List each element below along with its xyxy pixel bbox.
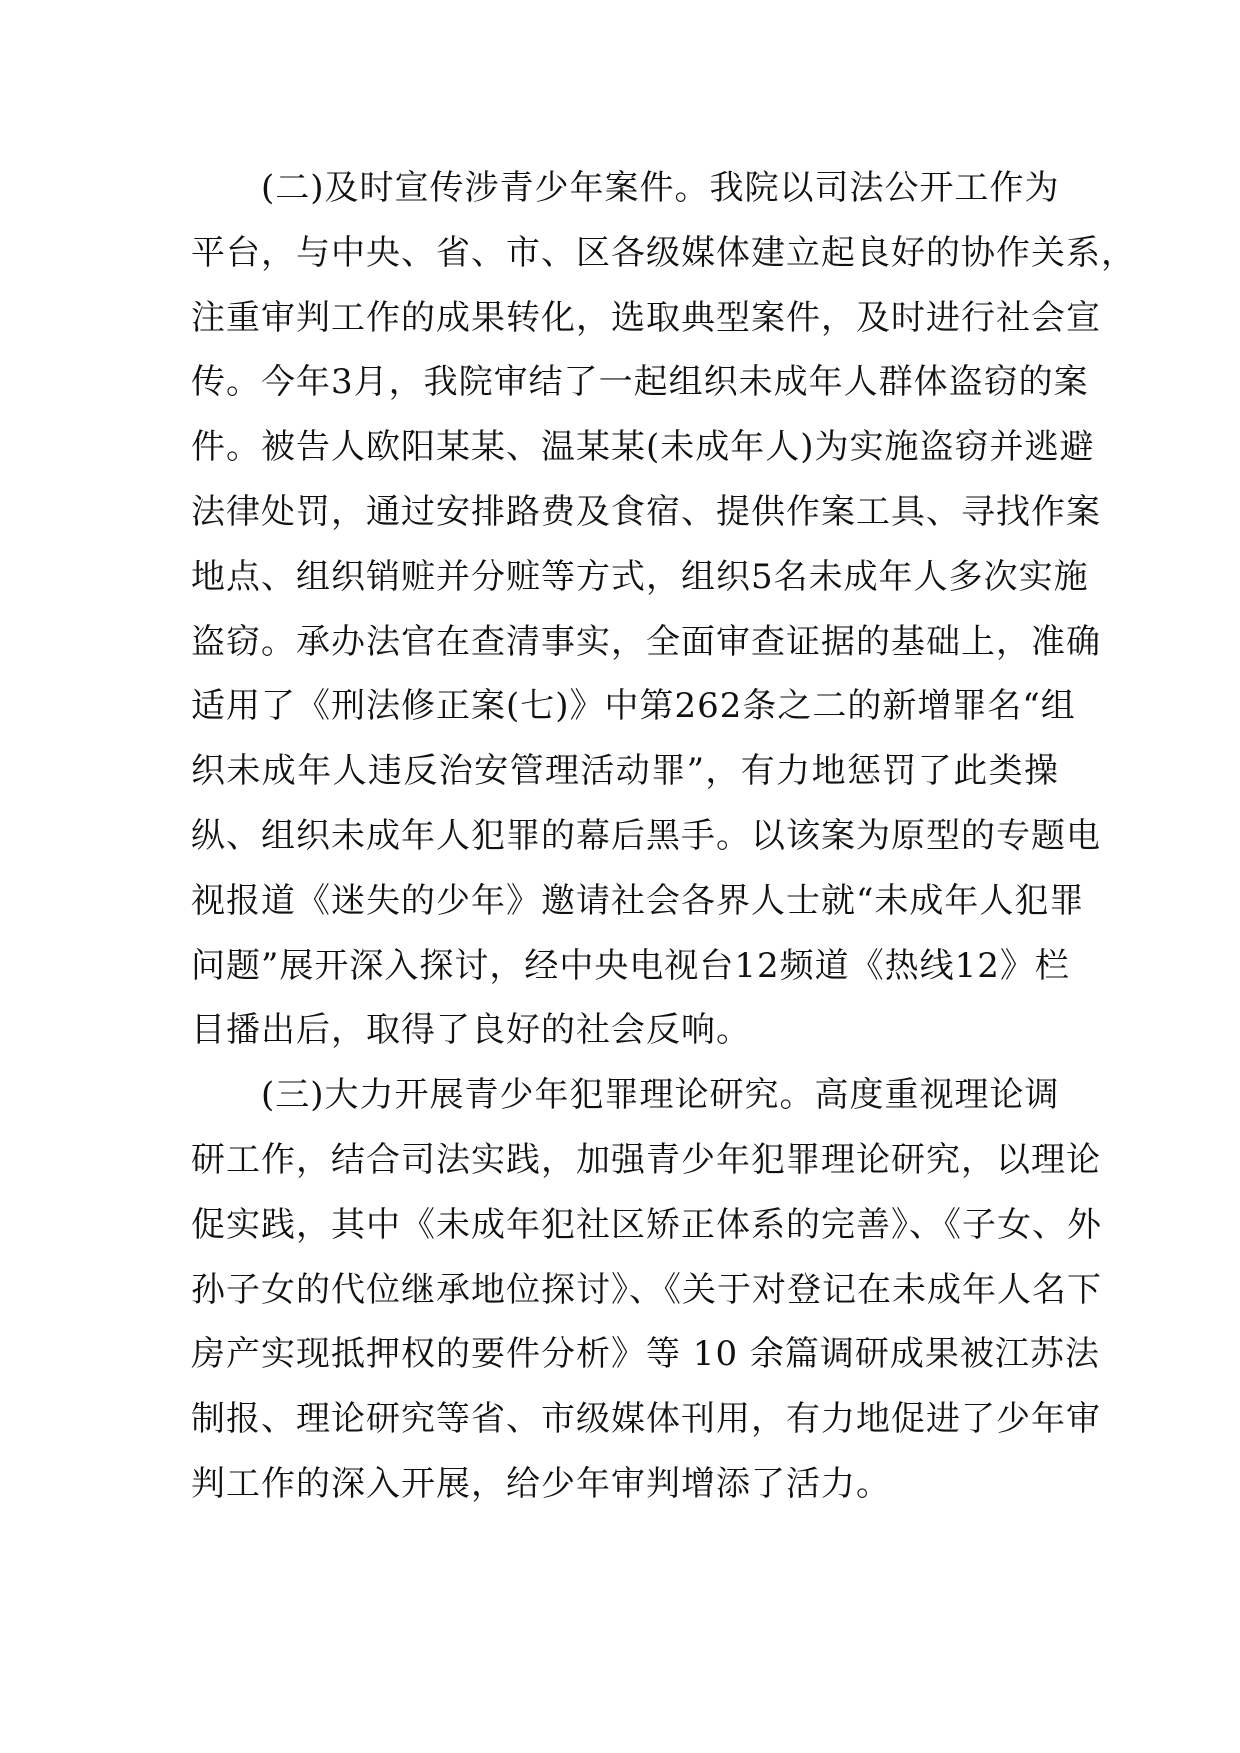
paragraph-line: 促实践，其中《未成年犯社区矫正体系的完善》、《子女、外 (191, 1204, 1102, 1245)
document-body (191, 156, 1136, 1517)
paragraph-line: 适用了《刑法修正案(七)》中第262条之二的新增罪名“组 (191, 686, 1076, 727)
paragraph-line: 地点、组织销赃并分赃等方式，组织5名未成年人多次实施 (191, 556, 1089, 597)
paragraph-line: 制报、理论研究等省、市级媒体刊用，有力地促进了少年审 (191, 1399, 1101, 1440)
paragraph-line: 目播出后，取得了良好的社会反响。 (191, 1010, 751, 1051)
paragraph-line: 孙子女的代位继承地位探讨》、《关于对登记在未成年人名下 (191, 1269, 1102, 1310)
paragraph-line: 盗窃。承办法官在查清事实，全面审查证据的基础上，准确 (191, 621, 1101, 662)
paragraph-line: (二)及时宣传涉青少年案件。我院以司法公开工作为 (191, 168, 1060, 208)
paragraph-line: 件。被告人欧阳某某、温某某(未成年人)为实施盗窃并逃避 (191, 427, 1095, 468)
paragraph-line: 问题”展开深入探讨，经中央电视台12频道《热线12》栏 (191, 945, 1070, 986)
paragraph-line: 平台，与中央、省、市、区各级媒体建立起良好的协作关系， (191, 232, 1136, 273)
paragraph-line: 法律处罚，通过安排路费及食宿、提供作案工具、寻找作案 (191, 491, 1101, 532)
paragraph-line: 视报道《迷失的少年》邀请社会各界人士就“未成年人犯罪 (191, 880, 1085, 921)
paragraph-2 (191, 156, 1136, 1063)
paragraph-3 (191, 1063, 1102, 1517)
paragraph-line: 织未成年人违反治安管理活动罪”，有力地惩罚了此类操 (191, 751, 1059, 792)
paragraph-line: (三)大力开展青少年犯罪理论研究。高度重视理论调 (191, 1075, 1060, 1116)
paragraph-line: 纵、组织未成年人犯罪的幕后黑手。以该案为原型的专题电 (191, 815, 1101, 856)
paragraph-line: 研工作，结合司法实践，加强青少年犯罪理论研究，以理论 (191, 1139, 1101, 1180)
paragraph-line: 判工作的深入开展，给少年审判增添了活力。 (191, 1463, 891, 1504)
paragraph-line: 传。今年3月，我院审结了一起组织未成年人群体盗窃的案 (191, 362, 1089, 403)
paragraph-line: 房产实现抵押权的要件分析》等 10 余篇调研成果被江苏法 (191, 1334, 1100, 1375)
paragraph-line: 注重审判工作的成果转化，选取典型案件，及时进行社会宣 (191, 297, 1101, 338)
